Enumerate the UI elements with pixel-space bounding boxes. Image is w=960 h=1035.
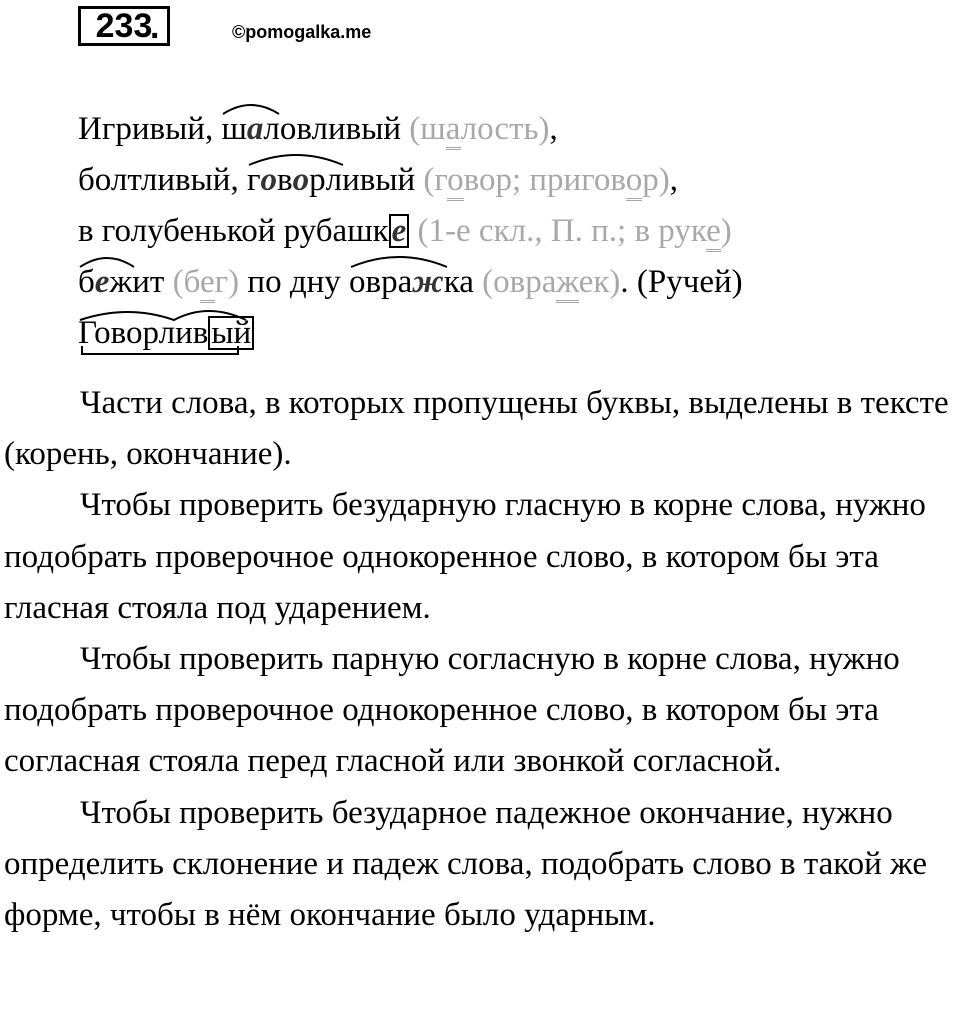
root-letter: ш [221, 111, 247, 147]
root-arc [349, 257, 444, 308]
paragraph: Чтобы проверить парную согласную в корне слова, нужно подобрать проверочное однокоренное слово, в котором бы эта согласная стояла перед гласной или звонкой согласной. [4, 641, 900, 780]
root-arc-icon [221, 100, 281, 114]
check-word: ек) [578, 264, 621, 300]
poem [78, 104, 743, 359]
poem-text: по дну [239, 264, 350, 300]
poem-text: Игривый, [78, 111, 222, 147]
check-letter: е [200, 264, 215, 303]
root-arc [78, 257, 132, 308]
poem-line-5-word-parse [78, 308, 743, 359]
poem-text: овливый [279, 111, 410, 147]
root-letter: р [309, 162, 326, 198]
exercise-number-dot: . [150, 8, 160, 46]
poem-text: ка [443, 264, 483, 300]
check-word: (ш [409, 111, 446, 147]
word-stem: Говорлив [78, 315, 209, 351]
inserted-letter: а [246, 111, 264, 147]
check-word: (1-е скл., П. п.; в рук [409, 213, 707, 249]
root-letter: овра [349, 264, 413, 300]
root-arc-icon [78, 253, 136, 267]
root-letter: б [78, 264, 95, 300]
check-word: г) [214, 264, 240, 300]
root-letter: ж [109, 264, 133, 300]
poem-line-2 [78, 155, 743, 206]
inserted-letter: ж [412, 264, 444, 300]
inserted-letter: е [94, 264, 110, 300]
ending-box: ый [208, 316, 254, 350]
root-arc-icon [247, 151, 345, 165]
inserted-letter: о [260, 162, 278, 198]
check-letter: а [446, 111, 461, 150]
check-word: (б [172, 264, 200, 300]
root-arc-icon [349, 253, 449, 267]
poem-line-1 [78, 104, 743, 155]
root-arc [247, 155, 326, 206]
poem-line-3 [78, 206, 743, 257]
check-letter: е [706, 213, 721, 252]
check-word: лость) [460, 111, 550, 147]
root-arc [221, 104, 279, 155]
check-word: ) [720, 213, 732, 249]
check-letter: ж [556, 264, 578, 303]
poem-text: , [669, 162, 679, 198]
check-word: (г [423, 162, 448, 198]
morpheme-marks-icon [78, 308, 284, 356]
poem-line-4 [78, 257, 743, 308]
poem-text: в голубенькой рубашк [78, 213, 389, 249]
parsed-word [78, 308, 254, 359]
ending-box: е [389, 214, 410, 248]
inserted-letter: о [292, 162, 310, 198]
exercise-number: 233 [95, 7, 153, 45]
poem-text: ит [132, 264, 173, 300]
check-word: вор; пригов [463, 162, 626, 198]
poem-text: ливый [325, 162, 424, 198]
check-letter: о [447, 162, 464, 201]
paragraph: Чтобы проверить безударное падежное окончание, нужно определить склонение и падеж слова, подобрать слово в такой же форме, чтобы в нём окончание было ударным. [4, 794, 928, 934]
explanation-text [4, 378, 956, 941]
check-letter: о [626, 162, 643, 201]
source-watermark: ©pomogalka.me [232, 22, 372, 42]
check-word: р) [642, 162, 670, 198]
poem-text: болтливый, [78, 162, 247, 198]
check-word: (овра [482, 264, 557, 300]
paragraph: Части слова, в которых пропущены буквы, выделены в тексте (корень, окончание). [4, 385, 949, 473]
root-letter: г [246, 162, 261, 198]
root-letter: л [263, 111, 280, 147]
paragraph: Чтобы проверить безударную гласную в корне слова, нужно подобрать проверочное однокоренное слово, в котором бы эта гласная стояла под ударением. [4, 487, 926, 626]
root-letter: в [277, 162, 293, 198]
poem-text: , [549, 111, 558, 147]
poem-text: . (Ручей) [620, 264, 743, 300]
